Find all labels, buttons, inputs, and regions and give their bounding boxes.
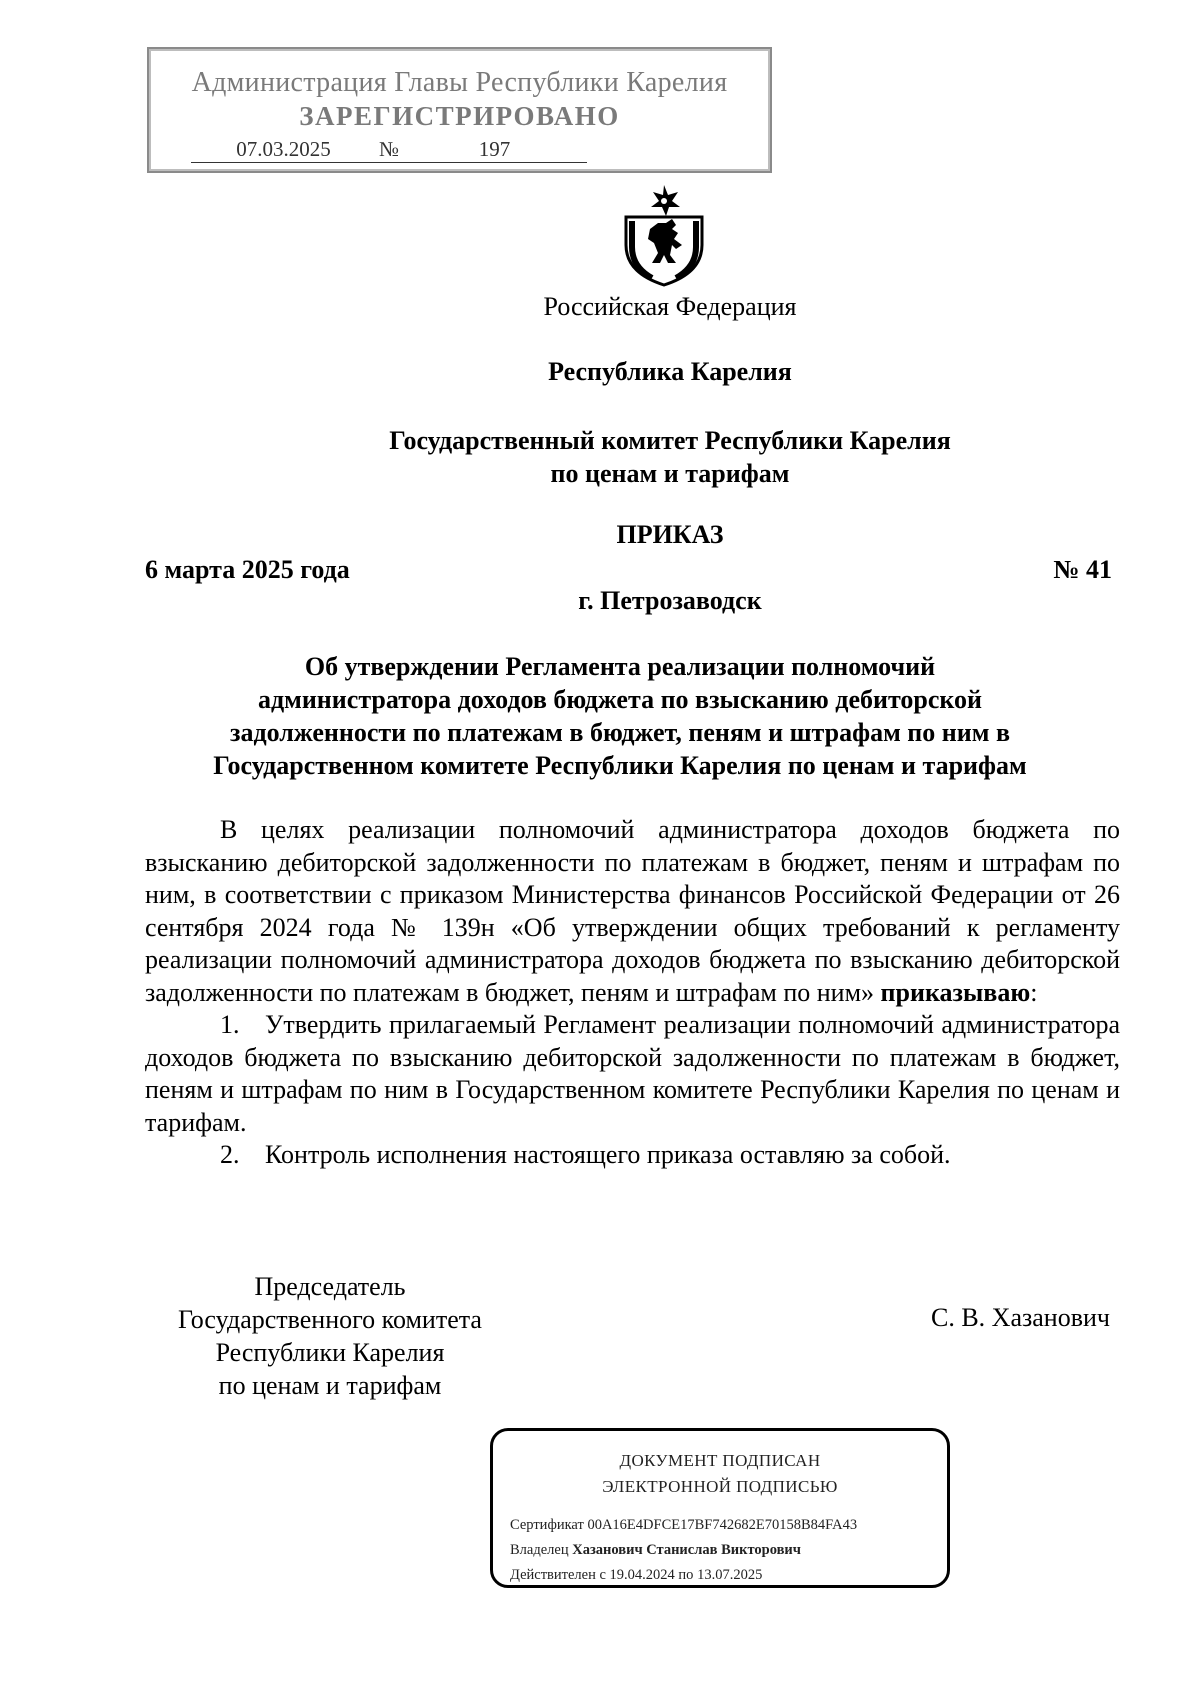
order-title: ПРИКАЗ xyxy=(616,520,724,549)
order-city: г. Петрозаводск xyxy=(578,586,762,615)
registration-status: ЗАРЕГИСТРИРОВАНО xyxy=(299,101,620,131)
role-line3: Республики Карелия xyxy=(215,1338,445,1367)
committee-name-line1: Государственный комитет Республики Карелия xyxy=(389,426,951,455)
subject-line2: администратора доходов бюджета по взысканию дебиторской xyxy=(257,685,983,714)
esig-owner xyxy=(510,1542,801,1559)
item-text: Утвердить прилагаемый Регламент реализации полномочий администратора доходов бюджета по взысканию дебиторской задолженности по платежам в бюджет, пеням и штрафам по ним в Государственном комитете Республики Карелия по ценам и тарифам. xyxy=(145,1010,1120,1137)
esig-valid-to: 13.07.2025 xyxy=(697,1567,763,1583)
esig-valid-to-word: по xyxy=(678,1567,694,1583)
preamble-text: В целях реализации полномочий администратора доходов бюджета по взысканию дебиторской задолженности по платежам в бюджет, пеням и штрафам по ним, в соответствии с приказом Министерства финансов Российской Федерации от 26 сентября 2024 года № 139н «Об утверждении общих требований к регламенту реализации полномочий администратора доходов бюджета по взысканию дебиторской задолженности по платежам в бюджет, пеням и штрафам по ним» xyxy=(145,815,1120,1007)
registration-date: 07.03.2025 xyxy=(191,137,376,163)
decree-colon: : xyxy=(1030,977,1038,1007)
esig-validity xyxy=(510,1567,762,1584)
esig-cert-value: 00A16E4DFCE17BF742682E70158B84FA43 xyxy=(587,1517,858,1533)
order-date: 6 марта 2025 года xyxy=(145,555,350,584)
order-number: № 41 xyxy=(1053,555,1112,584)
esig-cert-label: Сертификат xyxy=(510,1517,584,1533)
esig-owner-value: Хазанович Станислав Викторович xyxy=(572,1542,801,1558)
role-line2: Государственного комитета xyxy=(178,1305,482,1334)
esig-title-line2: ЭЛЕКТРОННОЙ ПОДПИСЬЮ xyxy=(602,1477,838,1496)
coat-of-arms-graphic xyxy=(616,183,712,287)
karelia-coat-of-arms-icon xyxy=(616,183,712,287)
esig-title-line1: ДОКУМЕНТ ПОДПИСАН xyxy=(619,1451,821,1470)
order-item xyxy=(145,1139,1120,1172)
esig-owner-label: Владелец xyxy=(510,1542,569,1558)
order-body xyxy=(145,814,1120,1172)
item-text: Контроль исполнения настоящего приказа оставляю за собой. xyxy=(265,1140,951,1169)
subject-line3: задолженности по платежам в бюджет, пеням и штрафам по ним в xyxy=(230,718,1010,747)
order-subject xyxy=(160,650,1080,782)
registration-stamp xyxy=(147,47,772,173)
committee-name-line2: по ценам и тарифам xyxy=(550,459,790,488)
signatory-name: С. В. Хазанович xyxy=(931,1303,1110,1332)
order-item xyxy=(145,1009,1120,1139)
electronic-signature-stamp xyxy=(490,1428,950,1588)
registration-number: 197 xyxy=(402,137,587,163)
signatory-role xyxy=(155,1270,505,1402)
subject-line4: Государственном комитете Республики Карелия по ценам и тарифам xyxy=(213,751,1027,780)
role-line4: по ценам и тарифам xyxy=(218,1371,442,1400)
item-number: 1. xyxy=(220,1010,240,1039)
country-name: Российская Федерация xyxy=(543,292,797,321)
esig-valid-from: 19.04.2024 xyxy=(609,1567,675,1583)
committee-name xyxy=(300,424,1040,490)
esig-valid-from-word: с xyxy=(599,1567,606,1583)
registration-number-sign: № xyxy=(376,137,402,163)
registration-line xyxy=(191,137,587,163)
esig-valid-label: Действителен xyxy=(510,1567,596,1583)
esig-certificate xyxy=(510,1517,857,1534)
registration-organization: Администрация Главы Республики Карелия xyxy=(191,67,728,98)
item-number: 2. xyxy=(220,1140,240,1169)
role-line1: Председатель xyxy=(254,1272,406,1301)
subject-line1: Об утверждении Регламента реализации полномочий xyxy=(304,652,936,681)
decree-word: приказываю xyxy=(880,977,1031,1007)
preamble-paragraph xyxy=(145,814,1120,1009)
republic-name: Республика Карелия xyxy=(548,357,792,386)
